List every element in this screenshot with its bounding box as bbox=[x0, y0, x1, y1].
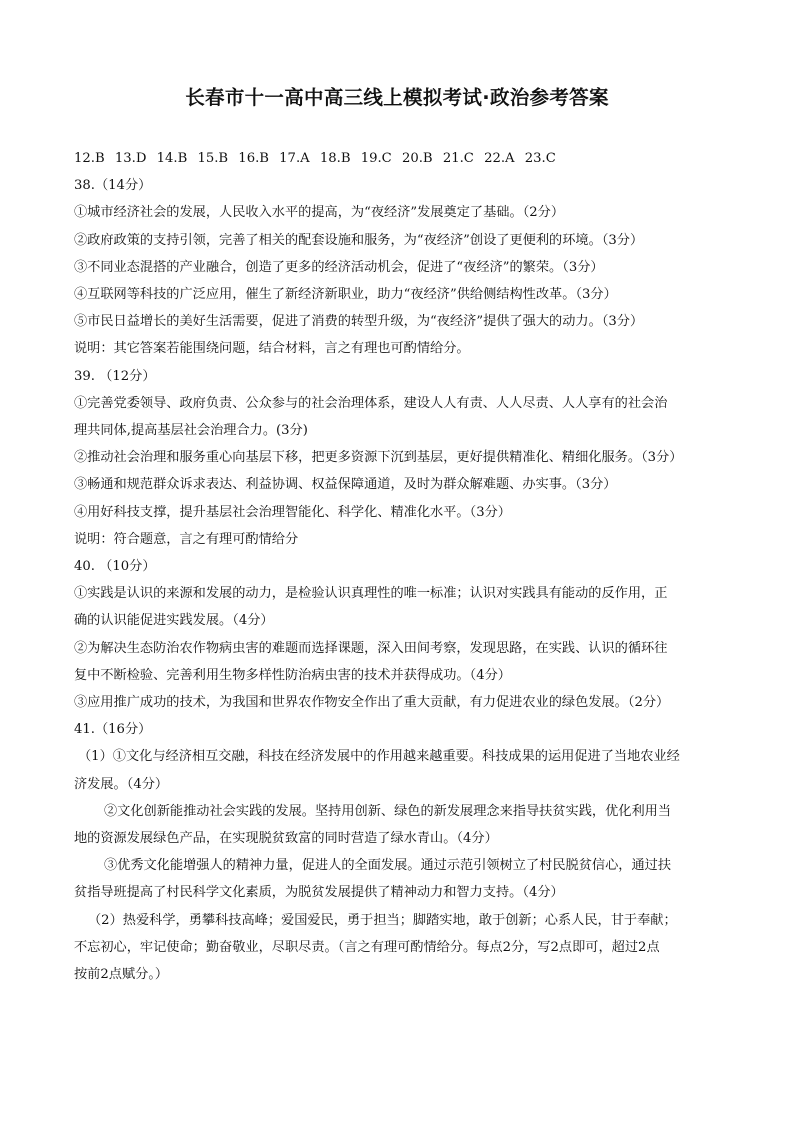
choice-answers: 12.B 13.D 14.B 15.B 16.B 17.A 18.B 19.C 20.B 21.C 22.A 23.C bbox=[74, 151, 556, 166]
q41-part2-line-1: （2）热爱科学，勇攀科技高峰；爱国爱民，勇于担当；脚踏实地，敢于创新；心系人民，甘于奉献； bbox=[88, 912, 677, 928]
q39-header: 39. （12分） bbox=[74, 368, 156, 384]
q38-note: 说明：其它答案若能围绕问题，结合材料，言之有理也可酌情给分。 bbox=[74, 341, 470, 357]
q39-point-1-cont: 理共同体,提高基层社会治理合力。(3分) bbox=[74, 423, 308, 439]
q38-point-2: ②政府政策的支持引领，完善了相关的配套设施和服务，为“夜经济”创设了更便利的环境。（3分） bbox=[74, 232, 644, 248]
q39-point-4: ④用好科技支撑，提升基层社会治理智能化、科学化、精准化水平。（3分） bbox=[74, 504, 511, 520]
q38-point-1: ①城市经济社会的发展，人民收入水平的提高，为“夜经济”发展奠定了基础。（2分） bbox=[74, 205, 565, 221]
q40-header: 40. （10分） bbox=[74, 559, 156, 575]
q40-point-1: ①实践是认识的来源和发展的动力，是检验认识真理性的唯一标准；认识对实践具有能动的反作用，正 bbox=[74, 586, 668, 602]
q39-note: 说明：符合题意，言之有理可酌情给分 bbox=[74, 531, 299, 547]
q40-point-2: ②为解决生态防治农作物病虫害的难题而选择课题，深入田间考察，发现思路，在实践、认识的循环往 bbox=[74, 640, 668, 656]
q41-part1-point-1-cont: 济发展。（4分） bbox=[74, 776, 169, 792]
q40-point-1-cont: 确的认识能促进实践发展。（4分） bbox=[74, 613, 274, 629]
document-title: 长春市十一高中高三线上模拟考试·政治参考答案 bbox=[185, 86, 609, 109]
q41-part1-point-3-cont: 贫指导班提高了村民科学文化素质，为脱贫发展提供了精神动力和智力支持。（4分） bbox=[74, 885, 564, 901]
q41-header: 41.（16分） bbox=[74, 722, 152, 738]
q38-point-4: ④互联网等科技的广泛应用，催生了新经济新职业，助力“夜经济”供给侧结构性改革。（3分） bbox=[74, 287, 617, 303]
q41-part2-line-3: 按前2点赋分。） bbox=[74, 967, 169, 983]
q39-point-3: ③畅通和规范群众诉求表达、利益协调、权益保障通道，及时为群众解难题、办实事。（3分） bbox=[74, 477, 617, 493]
q41-part1-point-2-cont: 地的资源发展绿色产品，在实现脱贫致富的同时营造了绿水青山。（4分） bbox=[74, 831, 498, 847]
q41-part1-point-2: ②文化创新能推动社会实践的发展。坚持用创新、绿色的新发展理念来指导扶贫实践，优化利用当 bbox=[104, 803, 672, 819]
q41-part1-point-3: ③优秀文化能增强人的精神力量，促进人的全面发展。通过示范引领树立了村民脱贫信心，通过扶 bbox=[104, 858, 672, 874]
q38-point-3: ③不同业态混搭的产业融合，创造了更多的经济活动机会，促进了“夜经济”的繁荣。（3分） bbox=[74, 259, 604, 275]
q41-part2-line-2: 不忘初心，牢记使命；勤奋敬业，尽职尽责。（言之有理可酌情给分。每点2分，写2点即可，超过2点 bbox=[74, 939, 660, 955]
answer-body bbox=[74, 145, 724, 988]
q40-point-3: ③应用推广成功的技术，为我国和世界农作物安全作出了重大贡献，有力促进农业的绿色发展。（2分） bbox=[74, 695, 670, 711]
q41-part1-point-1: （1）①文化与经济相互交融，科技在经济发展中的作用越来越重要。科技成果的运用促进了当地农业经 bbox=[78, 749, 680, 765]
q38-point-5: ⑤市民日益增长的美好生活需要，促进了消费的转型升级，为“夜经济”提供了强大的动力。（3分） bbox=[74, 314, 644, 330]
q39-point-1: ①完善党委领导、政府负责、公众参与的社会治理体系，建设人人有责、人人尽责、人人享有的社会治 bbox=[74, 395, 668, 411]
q40-point-2-cont: 复中不断检验、完善利用生物多样性防治病虫害的技术并获得成功。（4分） bbox=[74, 667, 511, 683]
q38-header: 38.（14分） bbox=[74, 178, 152, 194]
q39-point-2: ②推动社会治理和服务重心向基层下移，把更多资源下沉到基层，更好提供精准化、精细化服务。（3分） bbox=[74, 450, 683, 466]
